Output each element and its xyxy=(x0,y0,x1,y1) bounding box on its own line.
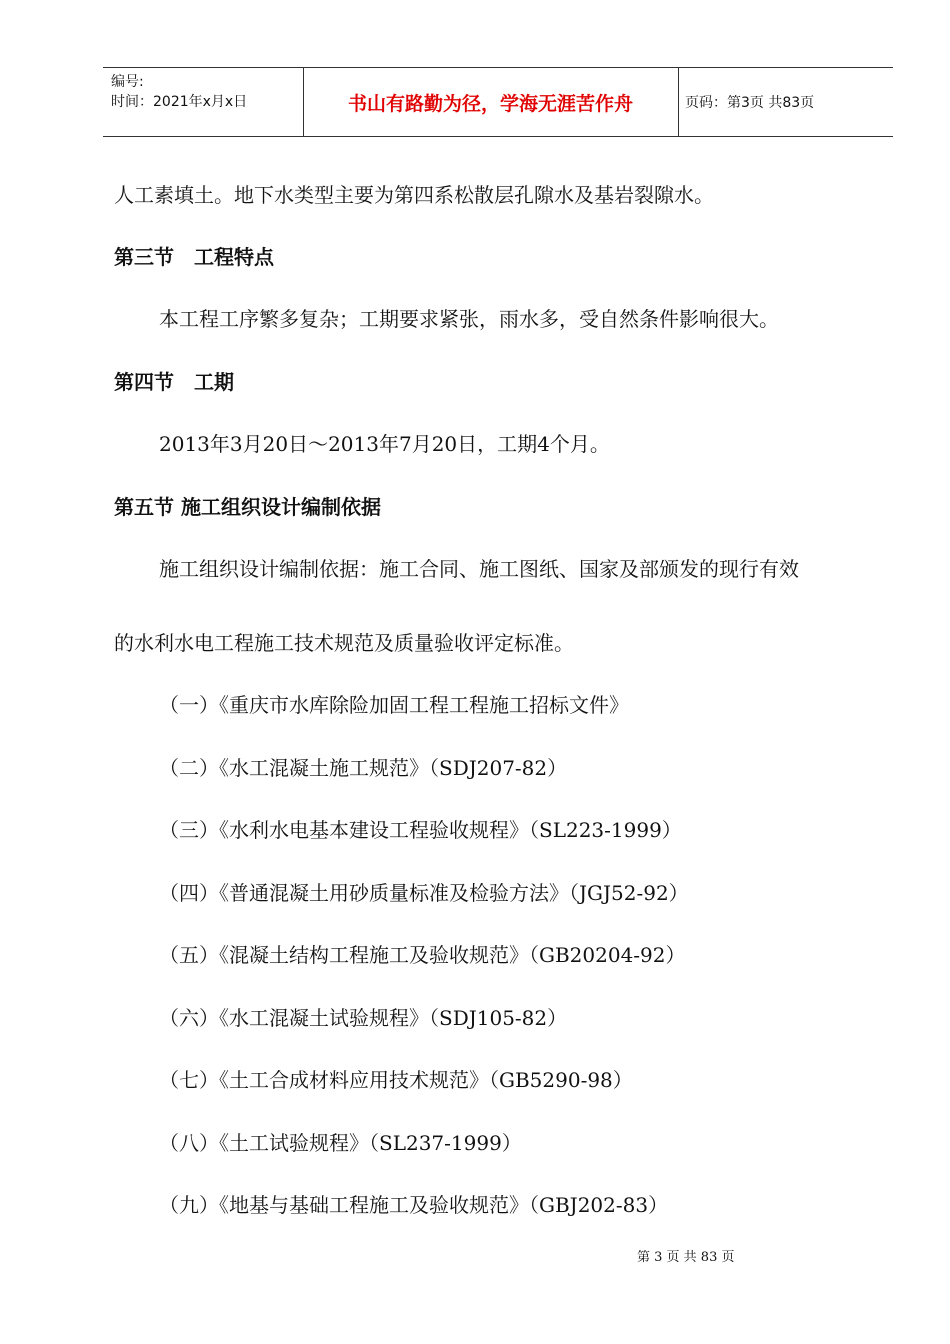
body-line-1: 人工素填土。地下水类型主要为第四系松散层孔隙水及基岩裂隙水。 xyxy=(114,183,714,207)
reference-item: （二）《水工混凝土施工规范》（SDJ207-82） xyxy=(159,756,568,780)
reference-item: （五）《混凝土结构工程施工及验收规范》（GB20204-92） xyxy=(159,943,686,967)
section-4-text: 2013年3月20日～2013年7月20日，工期4个月。 xyxy=(159,432,610,456)
reference-item: （七）《土工合成材料应用技术规范》（GB5290-98） xyxy=(159,1068,633,1092)
header-meta xyxy=(111,72,301,112)
section-5-text-line-1: 施工组织设计编制依据：施工合同、施工图纸、国家及部颁发的现行有效 xyxy=(159,557,799,581)
section-5-title: 第五节 施工组织设计编制依据 xyxy=(114,495,381,519)
header-page-info: 页码：第3页 共83页 xyxy=(685,95,815,111)
section-4-title: 第四节 工期 xyxy=(114,370,234,394)
page-footer: 第 3 页 共 83 页 xyxy=(637,1250,735,1265)
header-motto: 书山有路勤为径，学海无涯苦作舟 xyxy=(347,92,633,115)
reference-item: （一）《重庆市水库除险加固工程工程施工招标文件》 xyxy=(159,693,629,717)
reference-item: （八）《土工试验规程》（SL237-1999） xyxy=(159,1131,522,1155)
section-3-text: 本工程工序繁多复杂；工期要求紧张，雨水多，受自然条件影响很大。 xyxy=(159,307,779,331)
section-5-text-line-2: 的水利水电工程施工技术规范及质量验收评定标准。 xyxy=(114,631,574,655)
header-divider-right xyxy=(678,68,679,136)
page-header xyxy=(103,67,893,137)
section-3-title: 第三节 工程特点 xyxy=(114,245,274,269)
reference-item: （三）《水利水电基本建设工程验收规程》（SL223-1999） xyxy=(159,818,682,842)
reference-item: （六）《水工混凝土试验规程》（SDJ105-82） xyxy=(159,1006,568,1030)
header-time-label: 时间：2021年x月x日 xyxy=(111,94,248,110)
reference-item: （四）《普通混凝土用砂质量标准及检验方法》（JGJ52-92） xyxy=(159,881,689,905)
reference-item: （九）《地基与基础工程施工及验收规范》（GBJ202-83） xyxy=(159,1193,669,1217)
header-number-label: 编号: xyxy=(111,74,144,90)
